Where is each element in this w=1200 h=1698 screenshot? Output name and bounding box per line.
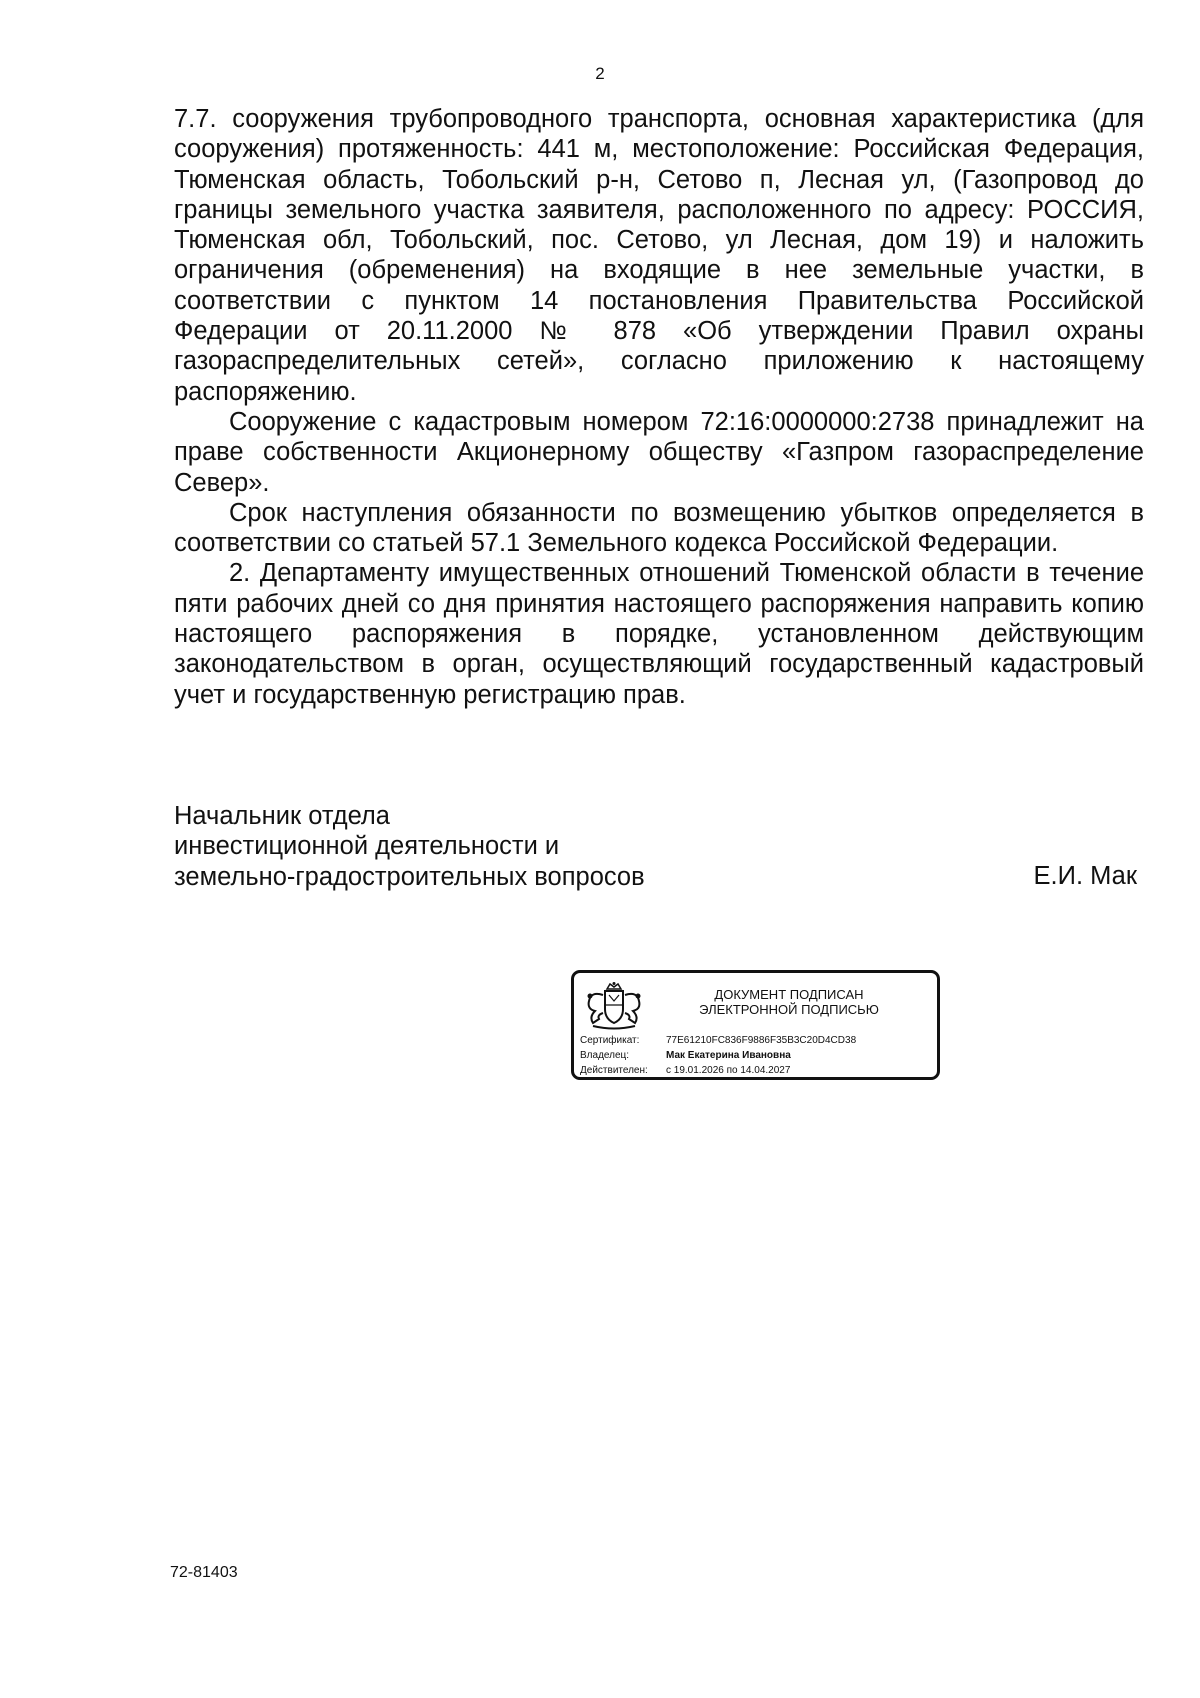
signer-position-line: земельно-градостроительных вопросов <box>174 862 645 891</box>
stamp-details <box>580 1033 856 1078</box>
signer-position-line: Начальник отдела <box>174 802 390 830</box>
stamp-title-line: ДОКУМЕНТ ПОДПИСАН <box>714 987 864 1002</box>
stamp-owner-row <box>580 1048 856 1063</box>
signer-position <box>174 801 645 892</box>
coat-of-arms-icon <box>583 981 645 1031</box>
document-body <box>174 104 1144 710</box>
signer-position-line: инвестиционной деятельности и <box>174 832 560 861</box>
document-code: 72-81403 <box>170 1564 238 1581</box>
paragraph-compensation: Срок наступления обязанности по возмещению убытков определяется в соответствии со статьей 57.1 Земельного кодекса Российской Федерации. <box>174 498 1144 558</box>
electronic-signature-stamp <box>571 970 940 1080</box>
certificate-value: 77E61210FC836F9886F35B3C20D4CD38 <box>666 1035 857 1046</box>
signer-name: Е.И. Мак <box>1033 862 1137 890</box>
stamp-title <box>684 987 894 1017</box>
owner-label: Владелец: <box>580 1050 630 1061</box>
owner-value: Мак Екатерина Ивановна <box>666 1050 791 1061</box>
stamp-title-line: ЭЛЕКТРОННОЙ ПОДПИСЬЮ <box>699 1002 879 1017</box>
paragraph-7-7: 7.7. сооружения трубопроводного транспорта, основная характеристика (для сооружения) протяженность: 441 м, местоположение: Российская Федерация, Тюменская область, Тобольский р-н, Сетово п, Лесная ул, (Газопровод до границы земельного участка заявителя, расположенного по адресу: РОССИЯ, Тюменская обл, Тобольский, пос. Сетово, ул Лесная, дом 19) и наложить ограничения (обременения) на входящие в нее земельные участки, в соответствии с пунктом 14 постановления Правительства Российской Федерации от 20.11.2000 № 878 «Об утверждении Правил охраны газораспределительных сетей», согласно приложению к настоящему распоряжению. <box>174 105 1144 406</box>
certificate-label: Сертификат: <box>580 1035 640 1046</box>
page-number: 2 <box>595 64 605 83</box>
paragraph-2: 2. Департаменту имущественных отношений Тюменской области в течение пяти рабочих дней со дня принятия настоящего распоряжения направить копию настоящего распоряжения в порядке, установленном действующим законодательством в орган, осуществляющий государственный кадастровый учет и государственную регистрацию прав. <box>174 559 1144 709</box>
paragraph-ownership: Сооружение с кадастровым номером 72:16:0000000:2738 принадлежит на праве собственности Акционерному обществу «Газпром газораспределение Север». <box>174 407 1144 497</box>
valid-label: Действителен: <box>580 1065 648 1076</box>
stamp-certificate-row <box>580 1033 856 1048</box>
stamp-validity-row <box>580 1063 856 1078</box>
valid-value: с 19.01.2026 по 14.04.2027 <box>666 1065 791 1076</box>
